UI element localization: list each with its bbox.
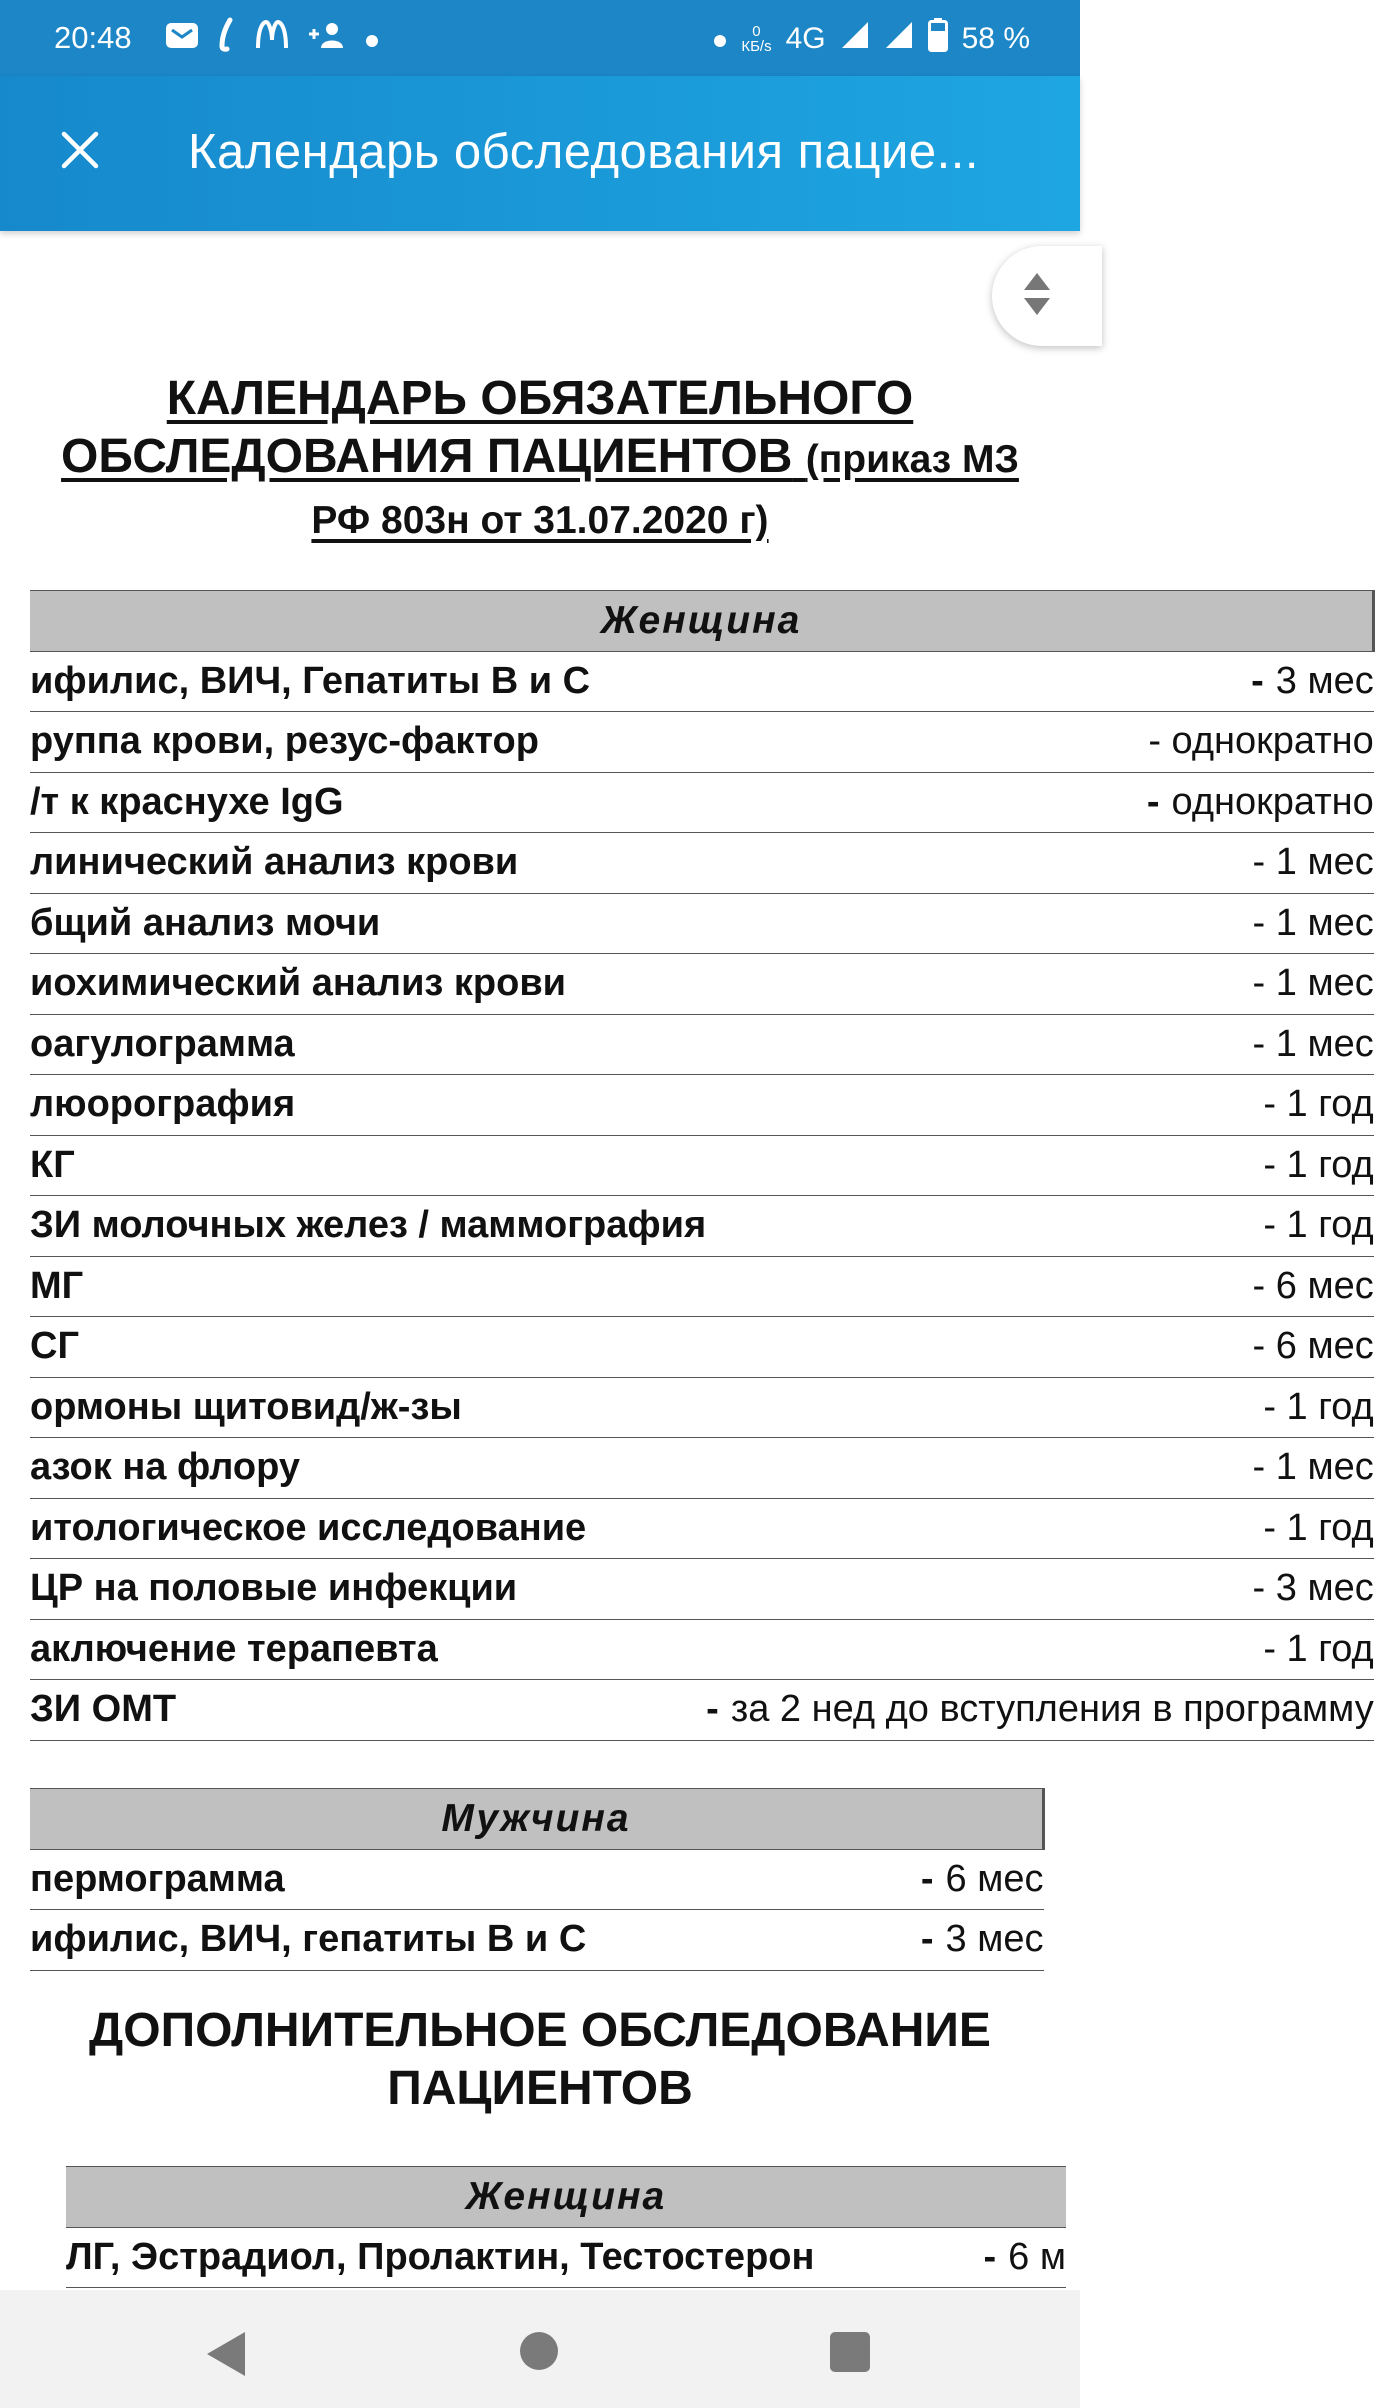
- table-row: [30, 1619, 1374, 1680]
- men-table-header: Мужчина: [30, 1789, 1044, 1850]
- title-line-1: КАЛЕНДАРЬ ОБЯЗАТЕЛЬНОГО: [166, 372, 914, 425]
- row-value: - 1 год: [1263, 1204, 1374, 1247]
- row-value: - 3 мес: [1252, 1567, 1374, 1610]
- dot-icon: [713, 22, 727, 56]
- row-value: - 1 год: [1263, 1143, 1374, 1186]
- row-value-cell: [706, 1559, 1374, 1620]
- row-value-cell: [706, 651, 1374, 712]
- row-value-cell: [706, 1135, 1374, 1196]
- table-row: [30, 954, 1374, 1015]
- table-row: [30, 1014, 1374, 1075]
- row-value: - 1 мес: [1252, 962, 1374, 1005]
- row-value: - 1 мес: [1252, 1022, 1374, 1065]
- row-value-cell: [706, 1256, 1374, 1317]
- table-row: [30, 712, 1374, 773]
- row-value-cell: [706, 893, 1374, 954]
- row-value-cell: [706, 1014, 1374, 1075]
- row-value: однократно: [1171, 780, 1374, 823]
- row-value-cell: [706, 1619, 1374, 1680]
- table-row: [66, 2227, 1066, 2288]
- net-speed-indicator: [741, 24, 771, 54]
- row-value-cell: [706, 1075, 1374, 1136]
- table-row: [30, 1075, 1374, 1136]
- row-name: азок на флору: [30, 1438, 706, 1499]
- row-name: ифилис, ВИЧ, гепатиты В и С: [30, 1910, 860, 1971]
- additional-title-line-2: ПАЦИЕНТОВ: [387, 2062, 693, 2115]
- table-row: [30, 651, 1374, 712]
- table-header: [66, 2167, 1066, 2228]
- row-name: иохимический анализ крови: [30, 954, 706, 1015]
- table-row: [30, 1317, 1374, 1378]
- row-value-cell: [967, 2227, 1066, 2288]
- net-speed-unit: КБ/s: [741, 38, 772, 55]
- row-value-cell: [706, 772, 1374, 833]
- row-name: пермограмма: [30, 1849, 860, 1910]
- row-dash: -: [920, 1918, 934, 1961]
- status-right-icons: [713, 18, 1030, 60]
- men-table: [30, 1788, 1045, 1971]
- document-title: [30, 370, 1050, 550]
- back-button[interactable]: [205, 2330, 249, 2383]
- additional-section-title: [30, 2002, 1050, 2118]
- table-row: [30, 1377, 1374, 1438]
- row-name: руппа крови, резус-фактор: [30, 712, 706, 773]
- battery-percent: 58 %: [961, 22, 1030, 55]
- row-dash: -: [1251, 659, 1264, 702]
- row-value: 3 мес: [1275, 659, 1374, 702]
- row-value: - 6 мес: [1252, 1325, 1374, 1368]
- row-name: ормоны щитовид/ж-зы: [30, 1377, 706, 1438]
- table-row: [30, 893, 1374, 954]
- table-row: [30, 1256, 1374, 1317]
- row-name: СГ: [30, 1317, 706, 1378]
- row-value: - 1 мес: [1252, 901, 1374, 944]
- row-dash: -: [983, 2235, 997, 2278]
- close-icon: [60, 130, 100, 175]
- additional-table: [66, 2166, 1066, 2288]
- row-value: - 1 мес: [1252, 1446, 1374, 1489]
- additional-table-header: Женщина: [66, 2167, 1066, 2228]
- title-line-3: РФ 803н от 31.07.2020 г): [311, 499, 769, 542]
- row-value-cell: [706, 954, 1374, 1015]
- row-value: 6 м: [1008, 2235, 1066, 2278]
- row-value: - 1 год: [1263, 1627, 1374, 1670]
- row-value-cell: [706, 1377, 1374, 1438]
- row-name: аключение терапевта: [30, 1619, 706, 1680]
- scroll-handle[interactable]: [992, 246, 1102, 346]
- row-value-cell: [706, 712, 1374, 773]
- title-order: (приказ МЗ: [805, 438, 1019, 481]
- row-name: МГ: [30, 1256, 706, 1317]
- row-value: - 1 год: [1263, 1506, 1374, 1549]
- row-value: 3 мес: [945, 1918, 1044, 1961]
- table-row: [30, 1498, 1374, 1559]
- row-value: - 1 мес: [1252, 841, 1374, 884]
- battery-icon: [928, 18, 948, 60]
- row-value-cell: [706, 1498, 1374, 1559]
- table-row: [30, 772, 1374, 833]
- row-value: 6 мес: [945, 1857, 1044, 1900]
- row-name: /т к краснухе IgG: [30, 772, 706, 833]
- table-row: [30, 1438, 1374, 1499]
- row-name: бщий анализ мочи: [30, 893, 706, 954]
- table-header: [30, 591, 1374, 652]
- row-name: КГ: [30, 1135, 706, 1196]
- row-name: линический анализ крови: [30, 833, 706, 894]
- row-value-cell: [860, 1849, 1043, 1910]
- table-row: [30, 1680, 1374, 1741]
- table-row: [30, 1196, 1374, 1257]
- table-header: [30, 1789, 1044, 1850]
- row-dash: -: [706, 1688, 719, 1731]
- row-name: итологическое исследование: [30, 1498, 706, 1559]
- row-dash: -: [920, 1857, 934, 1900]
- row-value: - однократно: [1148, 720, 1374, 763]
- close-button[interactable]: [44, 116, 116, 188]
- home-button[interactable]: [520, 2332, 558, 2370]
- signal-icon: [840, 20, 870, 58]
- network-type: 4G: [785, 22, 826, 55]
- row-value: - 1 год: [1263, 1083, 1374, 1126]
- app-bar: [0, 76, 1080, 231]
- row-name: люорография: [30, 1075, 706, 1136]
- dot-icon: [365, 22, 379, 56]
- recents-button[interactable]: [830, 2332, 870, 2372]
- row-dash: -: [1146, 780, 1160, 823]
- row-name: оагулограмма: [30, 1014, 706, 1075]
- women-table-header: Женщина: [30, 591, 1374, 652]
- row-name: ЗИ молочных желез / маммография: [30, 1196, 706, 1257]
- row-name: ЛГ, Эстрадиол, Пролактин, Тестостерон: [66, 2227, 967, 2288]
- row-value-cell: [706, 833, 1374, 894]
- mail-icon: [165, 20, 199, 58]
- title-line-2: ОБСЛЕДОВАНИЯ ПАЦИЕНТОВ: [61, 430, 793, 483]
- women-table: [30, 590, 1375, 1741]
- row-name: ЦР на половые инфекции: [30, 1559, 706, 1620]
- row-name: ЗИ ОМТ: [30, 1680, 706, 1741]
- signal-icon: [884, 20, 914, 58]
- status-time: 20:48: [54, 20, 132, 55]
- navigation-bar: [0, 2290, 1080, 2408]
- net-speed-value: 0: [752, 23, 761, 40]
- row-value-cell: [706, 1317, 1374, 1378]
- mcdonalds-icon: [255, 20, 289, 58]
- status-bar: [0, 0, 1080, 76]
- row-value-cell: [706, 1680, 1374, 1741]
- additional-title-line-1: ДОПОЛНИТЕЛЬНОЕ ОБСЛЕДОВАНИЕ: [89, 2004, 991, 2057]
- table-row: [30, 833, 1374, 894]
- table-row: [30, 1135, 1374, 1196]
- row-value-cell: [706, 1438, 1374, 1499]
- l-app-icon: [217, 18, 237, 60]
- row-value: за 2 нед до вступления в программу: [730, 1688, 1374, 1731]
- row-value-cell: [706, 1196, 1374, 1257]
- table-row: [30, 1910, 1044, 1971]
- table-row: [30, 1849, 1044, 1910]
- notification-icons: [165, 18, 379, 60]
- page-title: Календарь обследования пацие...: [188, 125, 979, 179]
- row-value: - 6 мес: [1252, 1264, 1374, 1307]
- row-value: - 1 год: [1263, 1385, 1374, 1428]
- row-value-cell: [860, 1910, 1043, 1971]
- add-contact-icon: [307, 20, 347, 58]
- row-name: ифилис, ВИЧ, Гепатиты В и С: [30, 651, 706, 712]
- scroll-arrows-icon: [1022, 271, 1052, 322]
- table-row: [30, 1559, 1374, 1620]
